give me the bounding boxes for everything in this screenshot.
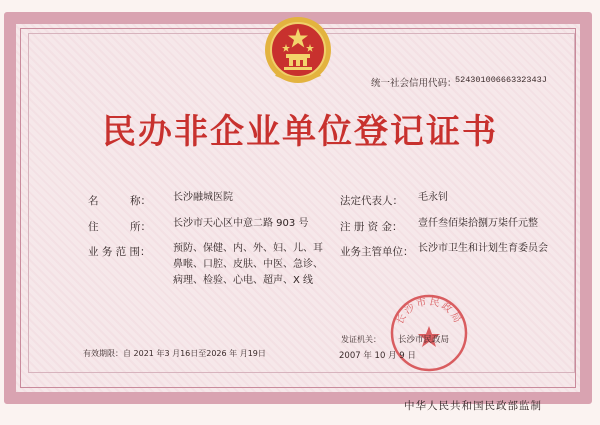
svg-text:长沙市民政局 [394,295,465,327]
credit-code-label: 统一社会信用代码： [371,78,457,89]
supervisor-value: 长沙市卫生和计划生育委员会 [418,243,548,254]
address-value: 长沙市天心区中意二路 903 号 [173,218,309,229]
legal-rep-label: 法定代表人： [340,195,403,207]
certificate-title: 民办非企业单位登记证书 [102,112,498,152]
national-emblem-icon [262,14,334,86]
name-label: 名 称： [88,195,151,207]
capital-value: 壹仟叁佰柒拾捌万柒仟元整 [418,218,538,229]
address-label: 住 所： [88,221,151,233]
legal-rep-value: 毛永钊 [418,192,448,203]
issuer-label: 发证机关： [341,335,381,344]
supervision-note: 中华人民共和国民政部监制 [404,400,542,412]
capital-label: 注 册 资 金： [340,221,403,233]
scope-label: 业 务 范 围： [88,246,151,258]
validity-period: 有效期限：自 2021 年3 月16日至2026 年 月19日 [83,349,266,358]
name-value: 长沙融城医院 [173,192,233,203]
scope-value: 预防、保健、内、外、妇、儿、耳鼻喉、口腔、皮肤、中医、急诊、病理、检验、心电、超声、X 线 [173,243,323,286]
credit-code: 52430100666332343J [455,75,547,85]
issuer-value: 长沙市民政局 [398,335,450,345]
supervisor-label: 业务主管单位： [340,246,414,258]
seal-text: 长沙市民政局 [394,296,464,327]
issue-date: 2007 年 10 月 9 日 [339,351,416,361]
